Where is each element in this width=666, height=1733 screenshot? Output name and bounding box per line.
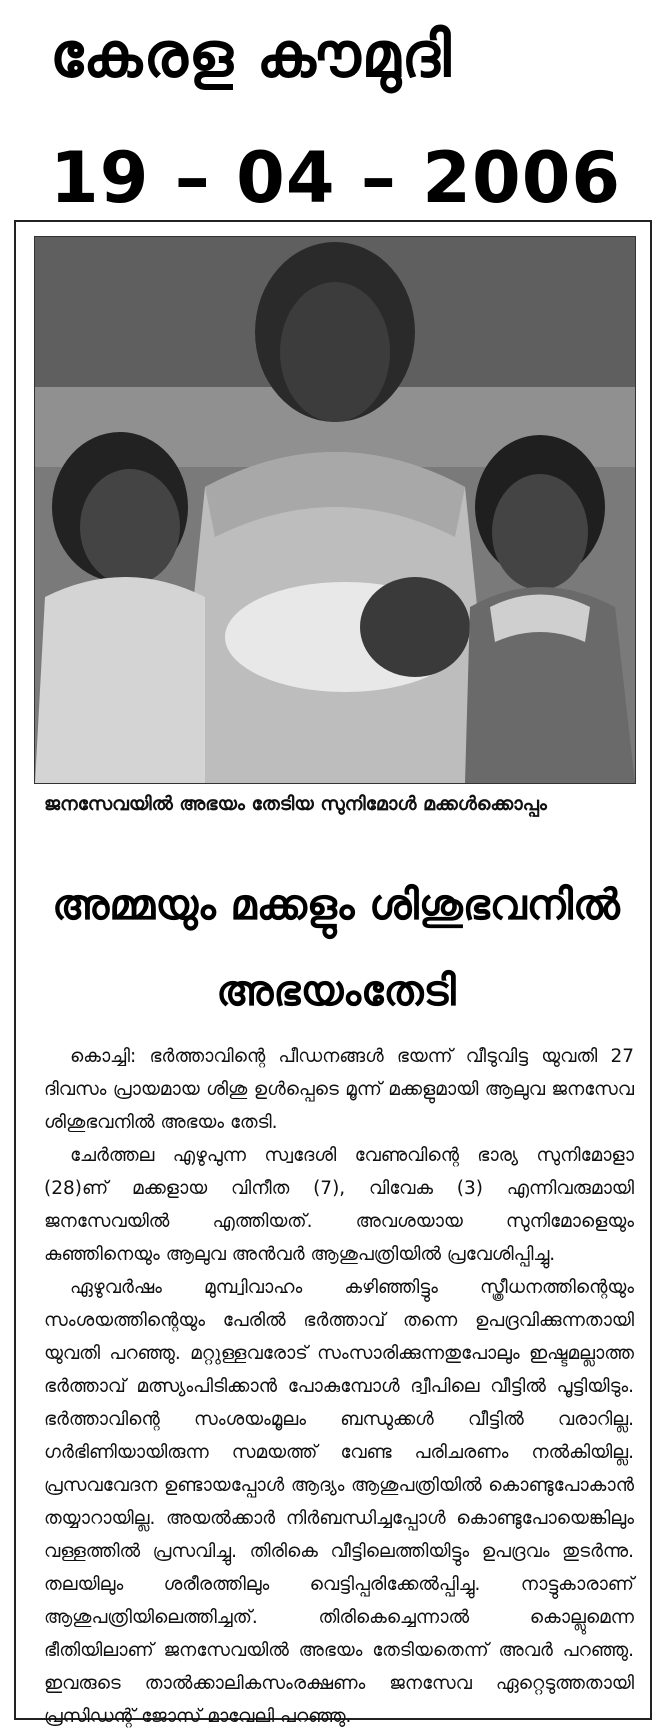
photo-illustration bbox=[35, 237, 635, 783]
article-headline: അമ്മയും മക്കളും ശിശുഭവനിൽ അഭയംതേടി bbox=[52, 880, 620, 1015]
news-clipping bbox=[14, 220, 652, 1727]
article-paragraph: കൊച്ചി: ഭർത്താവിന്റെ പീഡനങ്ങൾ ഭയന്ന് വീടുവിട്ട യുവതി 27 ദിവസം പ്രായമായ ശിശു ഉൾപ്പെടെ മൂന്ന് മക്കളുമായി ആലുവ ജനസേവ ശിശുഭവനിൽ അഭയം തേടി. bbox=[44, 1046, 634, 1133]
masthead bbox=[50, 10, 650, 218]
article-body bbox=[44, 1040, 634, 1733]
photo-caption: ജനസേവയിൽ അഭയം തേടിയ സുനിമോൾ മക്കൾക്കൊപ്പം bbox=[44, 793, 547, 815]
article-paragraph: ചേർത്തല എഴുപുന്ന സ്വദേശി വേണുവിന്റെ ഭാര്യ സുനിമോളാ (28)ണ് മക്കളായ വിനീത (7), വിവേക (3) എന്നിവരുമായി ജനസേവയിൽ എത്തിയത്. അവശയായ സുനിമോളെയും കുഞ്ഞിനെയും ആലുവ അൻവർ ആശുപത്രിയിൽ പ്രവേശിപ്പിച്ചു. bbox=[44, 1145, 634, 1265]
article-photo bbox=[34, 236, 636, 784]
publication-date: 19 – 04 – 2006 bbox=[50, 137, 622, 219]
newspaper-name: കേരള കൗമുദി bbox=[50, 18, 452, 91]
article-paragraph: ഏഴുവർഷം മുമ്പ്വിവാഹം കഴിഞ്ഞിട്ടും സ്ത്രീധനത്തിന്റെയും സംശയത്തിന്റെയും പേരിൽ ഭർത്താവ് തന്നെ ഉപദ്രവിക്കുന്നതായി യുവതി പറഞ്ഞു. മറ്റുള്ളവരോട് സംസാരിക്കുന്നതുപോലും ഇഷ്ടമല്ലാത്ത ഭർത്താവ് മത്സ്യംപിടിക്കാൻ പോകുമ്പോൾ ദ്വീപിലെ വീട്ടിൽ പൂട്ടിയിടും. ഭർത്താവിന്റെ സംശയംമൂലം ബന്ധുക്കൾ വീട്ടിൽ വരാറില്ല. ഗർഭിണിയായിരുന്ന സമയത്ത് വേണ്ട പരിചരണം നൽകിയില്ല. പ്രസവവേദന ഉണ്ടായപ്പോൾ ആദ്യം ആശുപത്രിയിൽ കൊണ്ടുപോകാൻ തയ്യാറായില്ല. അയൽക്കാർ നിർബന്ധിച്ചപ്പോൾ കൊണ്ടുപോയെങ്കിലും വള്ളത്തിൽ പ്രസവിച്ചു. തിരികെ വീട്ടിലെത്തിയിട്ടും ഉപദ്രവം തുടർന്നു. തലയിലും ശരീരത്തിലും വെട്ടിപ്പരിക്കേൽപ്പിച്ചു. നാട്ടുകാരാണ് ആശുപത്രിയിലെത്തിച്ചത്. തിരികെച്ചെന്നാൽ കൊല്ലുമെന്ന ഭീതിയിലാണ് ജനസേവയിൽ അഭയം തേടിയതെന്ന് അവർ പറഞ്ഞു. ഇവരുടെ താൽക്കാലികസംരക്ഷണം ജനസേവ ഏറ്റെടുത്തതായി പ്രസിഡന്റ് ജോസ് മാവേലി പറഞ്ഞു. bbox=[44, 1277, 634, 1727]
